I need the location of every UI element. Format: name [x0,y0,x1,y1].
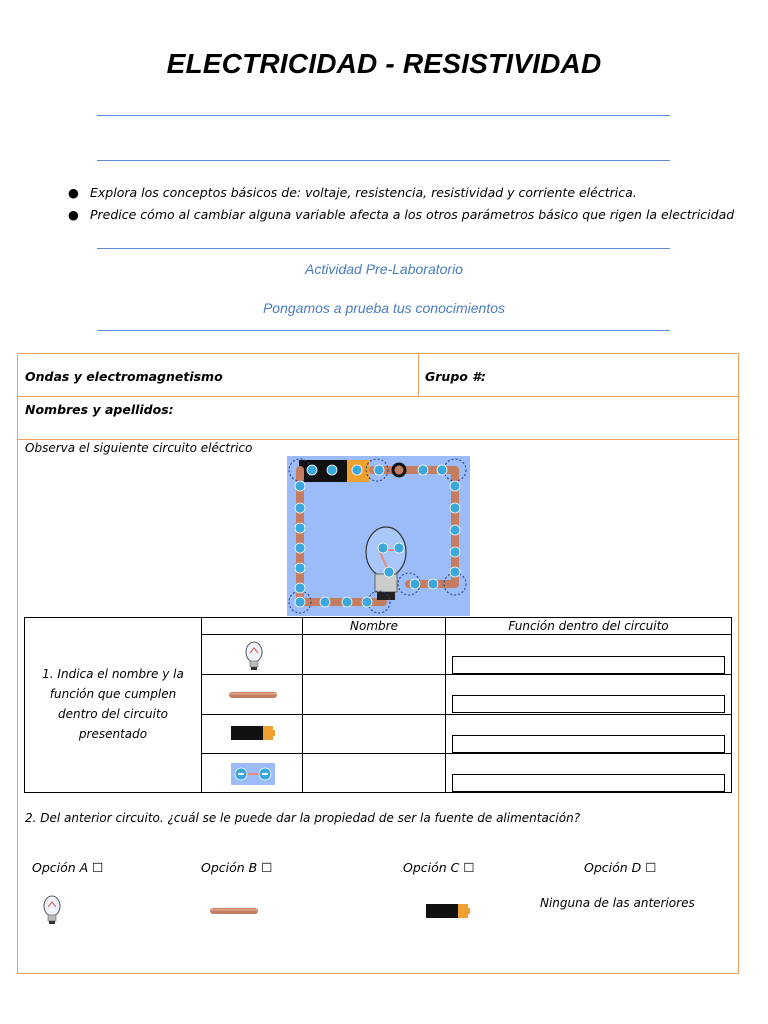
objective-text: Explora los conceptos básicos de: voltaje, resistencia, resistividad y corriente eléctrica. [90,185,637,200]
form-row-divider [17,396,739,397]
page-title: ELECTRICIDAD - RESISTIVIDAD [166,48,602,79]
q1-function-cell [445,674,732,715]
option-d-text: Ninguna de las anteriores [540,896,695,910]
group-label: Grupo #: [425,369,486,384]
activity-subtitle: Actividad Pre-Laboratorio [305,261,463,277]
wire-icon [210,907,258,915]
option-c-checkbox[interactable]: Opción C ☐ [403,860,475,875]
battery-icon [426,904,470,918]
course-label: Ondas y electromagnetismo [25,369,223,384]
q1-function-cell [445,634,732,675]
q1-function-input[interactable] [452,656,725,674]
q1-function-input[interactable] [452,695,725,713]
light-bulb-icon [244,641,264,671]
q1-name-cell[interactable] [302,714,446,754]
q1-prompt: 1. Indica el nombre y la función que cumplen dentro del circuito presentado [42,667,184,741]
battery-icon [231,726,275,740]
option-d-checkbox[interactable]: Opción D ☐ [584,860,657,875]
q1-header-blank [201,617,303,635]
objective-text: Predice cómo al cambiar alguna variable afecta a los otros parámetros básico que rigen la electricidad [90,207,735,222]
q1-function-cell [445,753,732,793]
q1-prompt-cell [24,617,202,793]
divider [97,248,670,249]
option-a-checkbox[interactable]: Opción A ☐ [32,860,104,875]
objective-bullet: ● Explora los conceptos básicos de: voltaje, resistencia, resistividad y corriente eléctrica. [68,185,637,200]
activity-tagline: Pongamos a prueba tus conocimientos [262,300,506,316]
electron-link-icon [231,763,275,785]
q1-icon-cell [201,674,303,715]
q1-function-cell [445,714,732,754]
circuit-battery-body [299,460,347,482]
option-b-checkbox[interactable]: Opción B ☐ [201,860,273,875]
q1-icon-cell [201,714,303,754]
q1-icon-cell [201,634,303,675]
q1-icon-cell [201,753,303,793]
q2-prompt: 2. Del anterior circuito. ¿cuál se le puede dar la propiedad de ser la fuente de alimentación? [25,811,581,825]
objective-bullet: ● Predice cómo al cambiar alguna variable afecta a los otros parámetros básico que rigen la electricidad [68,207,735,222]
observe-label: Observa el siguiente circuito eléctrico [25,441,253,455]
q1-function-input[interactable] [452,735,725,753]
divider [97,330,670,331]
q1-header-name: Nombre [302,617,446,635]
light-bulb-icon [42,895,62,925]
q1-name-cell[interactable] [302,674,446,715]
circuit-diagram [287,456,470,616]
q1-function-input[interactable] [452,774,725,792]
divider [97,160,670,161]
form-col-divider [418,353,419,396]
q1-header-function: Función dentro del circuito [445,617,732,635]
divider [97,115,670,116]
wire-icon [229,691,277,699]
names-label: Nombres y apellidos: [25,402,174,417]
form-row-divider [17,439,739,440]
q1-name-cell[interactable] [302,753,446,793]
q1-name-cell[interactable] [302,634,446,675]
